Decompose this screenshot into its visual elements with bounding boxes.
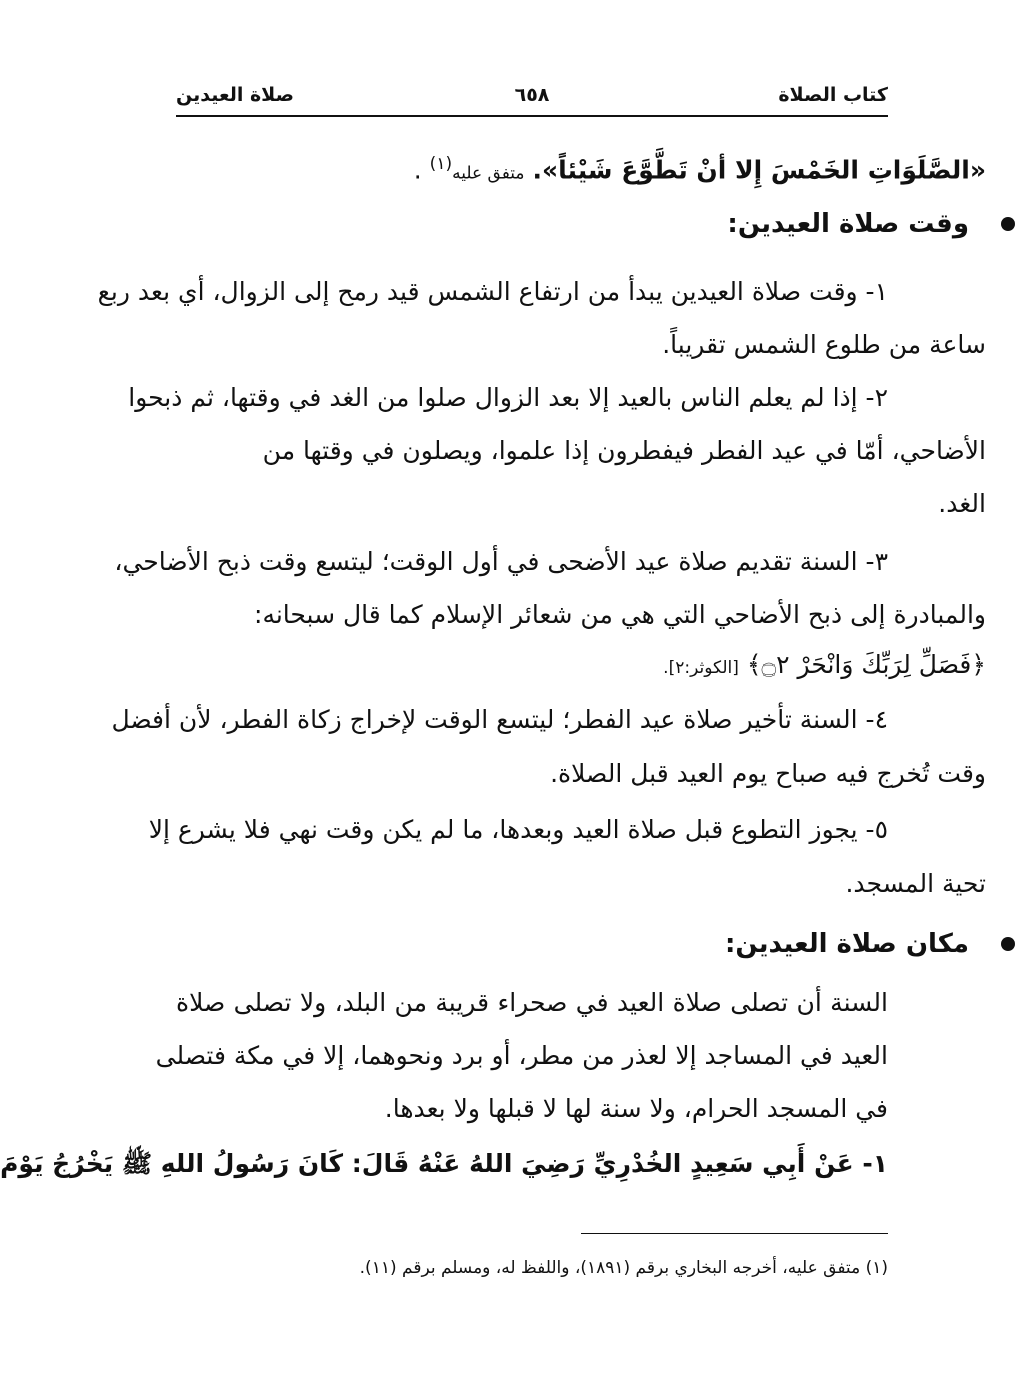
book-title: كتاب الصلاة [778, 84, 888, 106]
list-item-1-line-1: ١- وقت صلاة العيدين يبدأ من ارتفاع الشمس قيد رمح إلى الزوال، أي بعد ربع [97, 277, 888, 306]
page-header [176, 84, 888, 114]
paragraph-line-2: العيد في المساجد إلا لعذر من مطر، أو برد ونحوهما، إلا في مكة فتصلى [155, 1041, 888, 1070]
footnote-separator [581, 1233, 888, 1234]
footnote: (١) متفق عليه، أخرجه البخاري برقم (١٨٩١)، واللفظ له، ومسلم برقم (١١). [359, 1258, 888, 1278]
list-item-2-line-1: ٢- إذا لم يعلم الناس بالعيد إلا بعد الزوال صلوا من الغد في وقتها، ثم ذبحوا [128, 383, 888, 412]
verse-reference: [الكوثر:٢]. [663, 658, 739, 678]
header-rule [176, 115, 888, 117]
section-heading-time [303, 204, 1015, 244]
bullet-icon [1001, 937, 1015, 951]
verse-line [303, 645, 986, 688]
list-item-4-line-2: وقت تُخرج فيه صباح يوم العيد قبل الصلاة. [550, 759, 986, 788]
list-item-3-line-2: والمبادرة إلى ذبح الأضاحي التي هي من شعائر الإسلام كما قال سبحانه: [254, 600, 986, 629]
list-item-5-line-1: ٥- يجوز التطوع قبل صلاة العيد وبعدها، ما لم يكن وقت نهي فلا يشرع إلا [148, 815, 888, 844]
list-item-3-line-1: ٣- السنة تقديم صلاة عيد الأضحى في أول الوقت؛ ليتسع وقت ذبح الأضاحي، [114, 547, 888, 576]
list-item-4-line-1: ٤- السنة تأخير صلاة عيد الفطر؛ ليتسع الوقت لإخراج زكاة الفطر، لأن أفضل [111, 705, 888, 734]
quran-verse: ﴿فَصَلِّ لِرَبِّكَ وَانْحَرْ ۝٢﴾ [746, 650, 986, 679]
quote-line [303, 144, 986, 193]
hadith-quote: «الصَّلَوَاتِ الخَمْسَ إِلا أنْ تَطَّوَّعَ شَيْئاً». [532, 155, 986, 185]
hadith-line: ١- عَنْ أَبِي سَعِيدٍ الخُدْرِيِّ رَضِيَ اللهُ عَنْهُ قَالَ: كَانَ رَسُولُ اللهِ ﷺ يَخْرُجُ يَوْمَ [0, 1149, 888, 1178]
paragraph-line-1: السنة أن تصلى صلاة العيد في صحراء قريبة من البلد، ولا تصلى صلاة [176, 988, 888, 1017]
list-item-1-line-2: ساعة من طلوع الشمس تقريباً. [662, 330, 986, 359]
footnote-ref: (١) [429, 154, 453, 174]
bullet-icon [1001, 217, 1015, 231]
list-item-2-line-2: الأضاحي، أمّا في عيد الفطر فيفطرون إذا علموا، ويصلون في وقتها من [262, 436, 986, 465]
paragraph-line-3: في المسجد الحرام، ولا سنة لها لا قبلها ولا بعدها. [384, 1094, 888, 1123]
source-note: متفق عليه [452, 163, 525, 184]
list-item-2-line-3: الغد. [938, 489, 986, 518]
sentence-end: . [413, 155, 422, 185]
chapter-title: صلاة العيدين [176, 84, 294, 106]
section-heading-place [303, 924, 1015, 964]
section-title: وقت صلاة العيدين: [727, 209, 969, 239]
section-title: مكان صلاة العيدين: [724, 929, 969, 959]
list-item-5-line-2: تحية المسجد. [845, 869, 986, 898]
page-number: ٦٥٨ [514, 84, 550, 106]
